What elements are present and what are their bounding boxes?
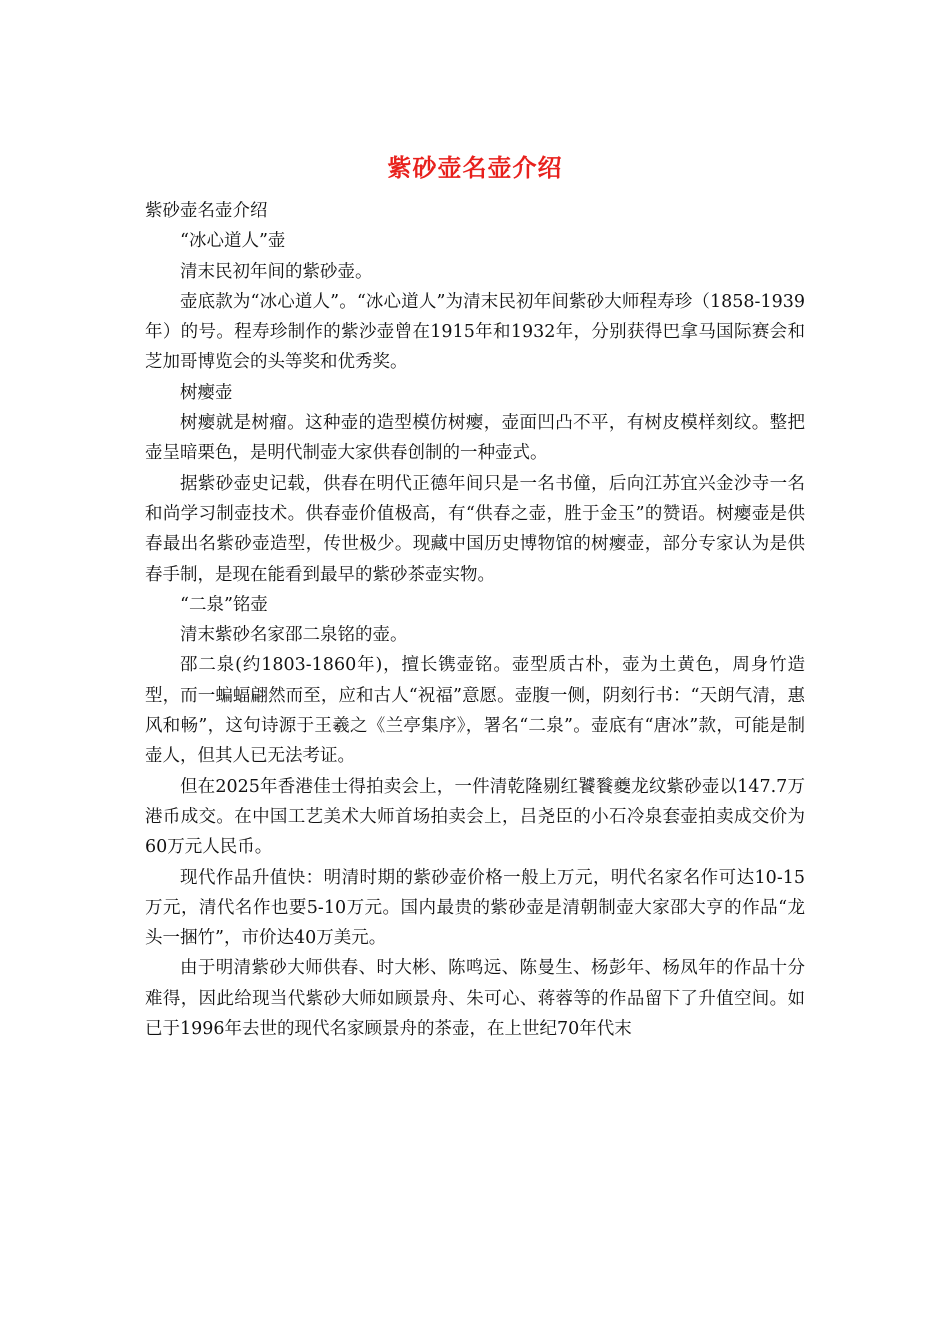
paragraph: 但在2025年香港佳士得拍卖会上，一件清乾隆剔红饕餮夔龙纹紫砂壶以147.7万港币成交。在中国工艺美术大师首场拍卖会上，吕尧臣的小石冷泉套壶拍卖成交价为60万元人民币。 xyxy=(145,776,805,858)
section-heading-bingxin: “冰心道人”壶 xyxy=(180,231,286,252)
paragraph: 邵二泉(约1803-1860年)，擅长镌壶铭。壶型质古朴，壶为土黄色，周身竹造型，而一蝙蝠翩然而至，应和古人“祝福”意愿。壶腹一侧，阴刻行书：“天朗气清，惠风和畅”，这句诗源于王羲之《兰亭集序》，署名“二泉”。壶底有“唐冰”款，可能是制壶人，但其人已无法考证。 xyxy=(145,655,805,767)
document-body xyxy=(145,196,805,1044)
paragraph: 树瘿就是树瘤。这种壶的造型模仿树瘿，壶面凹凸不平，有树皮模样刻纹。整把壶呈暗栗色，是明代制壶大家供春创制的一种壶式。 xyxy=(145,413,805,464)
paragraph: 清末紫砂名家邵二泉铭的壶。 xyxy=(180,625,408,646)
paragraph: 清末民初年间的紫砂壶。 xyxy=(180,261,373,282)
document-title: 紫砂壶名壶介绍 xyxy=(387,153,563,182)
paragraph: 由于明清紫砂大师供春、时大彬、陈鸣远、陈曼生、杨彭年、杨凤年的作品十分难得，因此给现当代紫砂大师如顾景舟、朱可心、蒋蓉等的作品留下了升值空间。如已于1996年去世的现代名家顾景舟的茶壶，在上世纪70年代末 xyxy=(145,958,805,1040)
paragraph: 据紫砂壶史记载，供春在明代正德年间只是一名书僮，后向江苏宜兴金沙寺一名和尚学习制壶技术。供春壶价值极高，有“供春之壶，胜于金玉”的赞语。树瘿壶是供春最出名紫砂壶造型，传世极少。现藏中国历史博物馆的树瘿壶，部分专家认为是供春手制，是现在能看到最早的紫砂茶壶实物。 xyxy=(145,473,805,585)
intro-heading: 紫砂壶名壶介绍 xyxy=(145,201,268,221)
paragraph: 现代作品升值快：明清时期的紫砂壶价格一般上万元，明代名家名作可达10-15万元，清代名作也要5-10万元。国内最贵的紫砂壶是清朝制壶大家邵大亨的作品“龙头一捆竹”，市价达40万美元。 xyxy=(145,867,805,949)
section-heading-erquan: “二泉”铭壶 xyxy=(180,594,268,615)
paragraph: 壶底款为“冰心道人”。“冰心道人”为清末民初年间紫砂大师程寿珍（1858-1939年）的号。程寿珍制作的紫沙壶曾在1915年和1932年，分别获得巴拿马国际赛会和芝加哥博览会的头等奖和优秀奖。 xyxy=(145,291,805,373)
section-heading-shuying: 树瘿壶 xyxy=(180,382,233,403)
